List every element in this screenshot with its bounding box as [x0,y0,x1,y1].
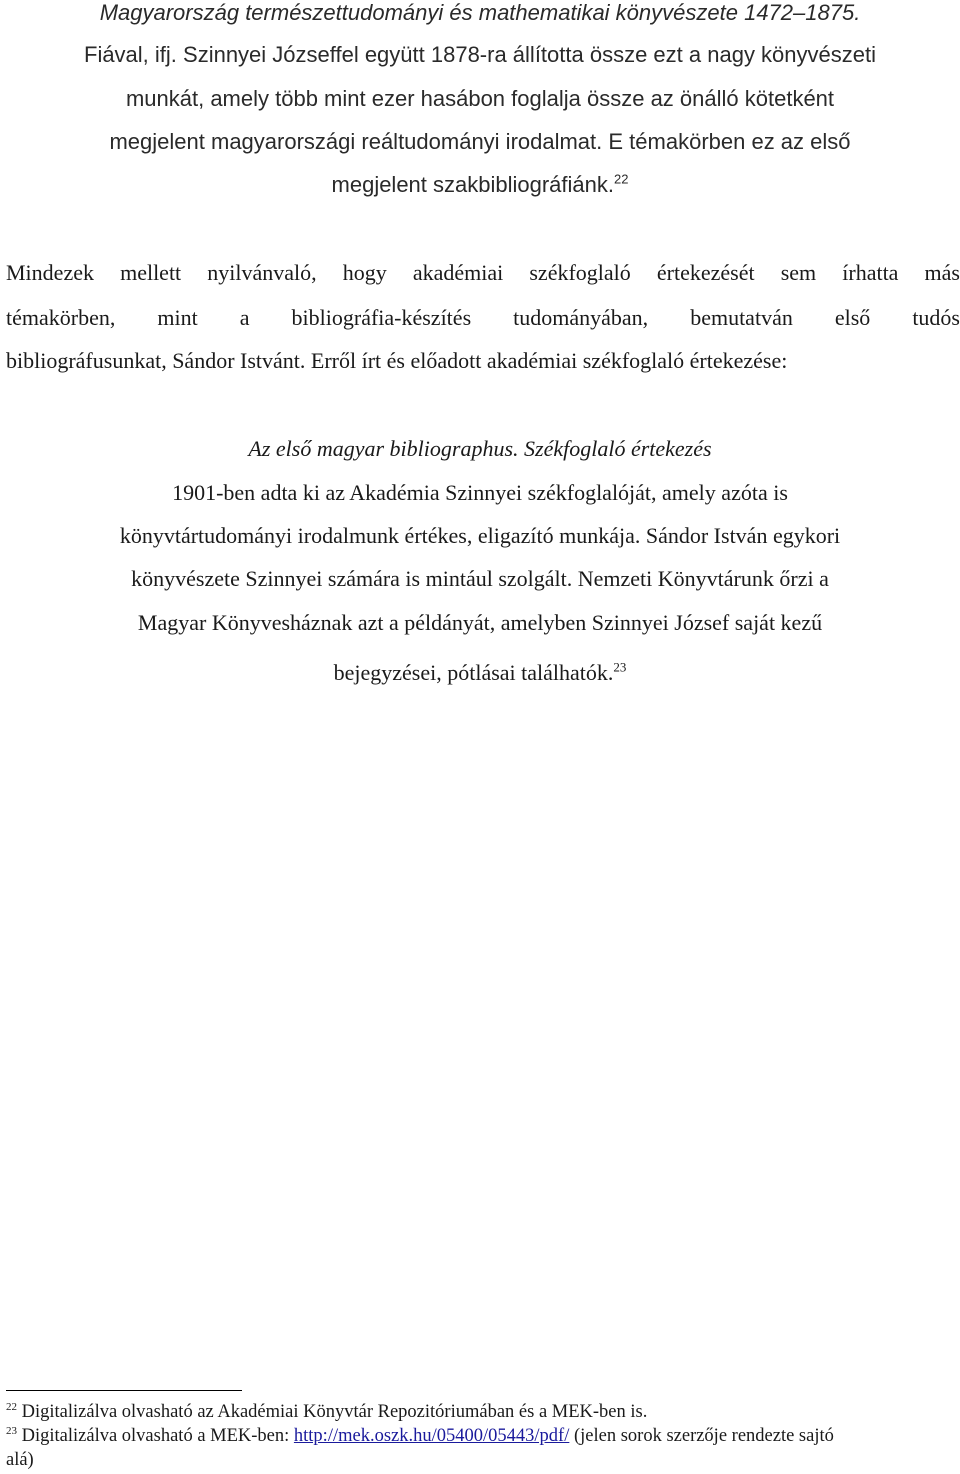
footnote-23 [6,1426,956,1447]
footnote-22 [6,1402,956,1423]
footnote-number: 22 [6,1400,17,1413]
footnote-ref-22[interactable]: 22 [614,171,629,187]
text-line: megjelent magyarországi reáltudományi irodalmat. E témakörben ez az első [109,129,851,154]
footnote-ref-23[interactable]: 23 [613,659,627,675]
text-span: bejegyzései, pótlásai találhatók. [333,660,614,685]
citation-title: Az első magyar bibliographus. Székfoglaló értekezés [248,436,712,461]
mek-link[interactable]: http://mek.oszk.hu/05400/05443/pdf/ [293,1426,570,1446]
footnote-text: Digitalizálva olvasható az Akadémiai Könyvtár Repozitóriumában és a MEK-ben is. [21,1402,648,1422]
text-line: munkát, amely több mint ezer hasábon foglalja össze az önálló kötetként [125,86,835,111]
text-line [0,172,960,198]
book-title-line: Magyarország természettudományi és mathematikai könyvészete 1472–1875. [99,0,861,25]
text-span: megjelent szakbibliográfiánk. [331,172,615,197]
footnote-23-continuation: alá) [6,1450,34,1470]
paragraph-line: témakörben, mint a bibliográfia-készítés tudományában, bemutatván első tudós [6,305,960,330]
footnote-text: (jelen sorok szerzője rendezte sajtó [569,1426,834,1446]
footnote-separator [6,1390,242,1391]
text-line: Fiával, ifj. Szinnyei Józseffel együtt 1878-ra állította össze ezt a nagy könyvészeti [84,42,876,67]
text-line: 1901-ben adta ki az Akadémia Szinnyei székfoglalóját, amely azóta is [172,480,788,505]
text-line: könyvtártudományi irodalmunk értékes, eligazító munkája. Sándor István egykori [119,523,841,548]
text-line: Magyar Könyvesháznak azt a példányát, amelyben Szinnyei József saját kezű [137,610,823,635]
text-line [0,660,960,686]
paragraph-line: Mindezek mellett nyilvánvaló, hogy akadémiai székfoglaló értekezését sem írhatta más [6,260,960,285]
footnote-text: Digitalizálva olvasható a MEK-ben: [21,1426,294,1446]
paragraph-line: bibliográfusunkat, Sándor Istvánt. Erről írt és előadott akadémiai székfoglaló értekezése: [6,348,788,373]
footnote-number: 23 [6,1424,17,1437]
text-line: könyvészete Szinnyei számára is mintául szolgált. Nemzeti Könyvtárunk őrzi a [131,566,829,591]
